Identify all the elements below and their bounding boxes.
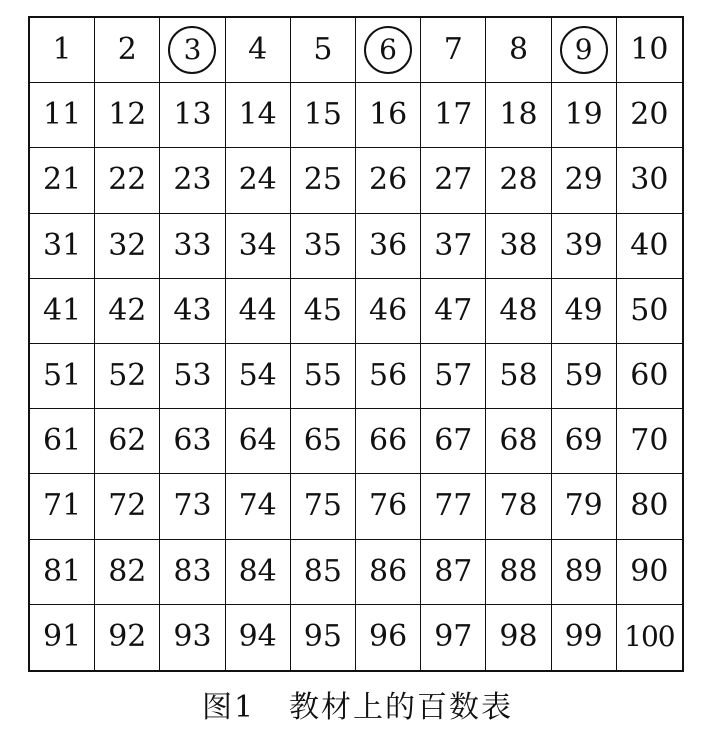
table-cell [30,279,95,344]
cell-number: 98 [499,619,538,655]
cell-number: 86 [368,553,408,589]
table-cell [30,83,95,148]
cell-number: 78 [499,488,538,524]
cell-number: 33 [173,227,212,263]
table-cell [617,83,682,148]
cell-number: 30 [630,162,669,198]
table-cell [291,409,356,474]
table-cell [617,18,682,83]
cell-number: 21 [43,162,82,198]
cell-number: 40 [630,227,669,263]
cell-number: 58 [499,358,538,394]
cell-number: 18 [499,97,538,133]
cell-number: 73 [173,488,212,524]
cell-number: 39 [564,227,603,263]
cell-number: 24 [238,162,277,198]
table-cell [226,214,291,279]
cell-number: 69 [564,423,603,459]
table-cell [421,18,486,83]
table-cell [160,409,225,474]
table-cell [421,148,486,213]
cell-number: 15 [303,97,342,133]
cell-number: 25 [303,162,342,198]
cell-number: 72 [108,488,147,524]
cell-number: 59 [564,358,603,394]
table-cell [291,605,356,670]
table-cell [30,214,95,279]
table-cell [30,474,95,539]
table-cell [95,409,160,474]
table-cell [552,474,617,539]
cell-number: 74 [238,488,277,524]
cell-number: 66 [368,423,408,459]
cell-number: 20 [630,97,669,133]
table-cell [226,148,291,213]
table-cell [226,540,291,605]
cell-number: 42 [108,292,147,328]
cell-number: 75 [303,488,342,524]
cell-number: 23 [173,162,212,198]
cell-number: 65 [303,423,342,459]
cell-number: 90 [630,553,669,589]
cell-number: 17 [434,97,473,133]
table-cell [421,344,486,409]
cell-number: 38 [499,227,538,263]
table-cell [95,474,160,539]
cell-number: 37 [434,227,473,263]
cell-number: 50 [630,292,669,328]
cell-number: 57 [434,358,473,394]
table-cell [291,18,356,83]
table-cell [160,605,225,670]
table-cell [617,279,682,344]
cell-number: 81 [43,553,82,589]
table-cell [30,409,95,474]
table-cell [552,344,617,409]
cell-number: 49 [564,292,603,328]
cell-number: 12 [108,97,147,133]
table-cell [356,409,421,474]
table-cell [291,540,356,605]
cell-number: 27 [434,162,473,198]
cell-number: 63 [173,423,212,459]
cell-number: 83 [173,553,212,589]
table-cell [486,605,551,670]
table-cell [160,540,225,605]
cell-number: 31 [43,227,82,263]
table-cell [486,540,551,605]
cell-number: 95 [303,619,342,655]
table-cell [356,540,421,605]
table-cell [95,83,160,148]
cell-number: 80 [630,488,669,524]
table-cell [226,279,291,344]
table-cell [226,18,291,83]
table-cell [617,605,682,670]
table-cell [95,148,160,213]
cell-number: 84 [238,553,277,589]
cell-number: 52 [108,358,147,394]
cell-number: 89 [564,553,603,589]
cell-number: 91 [43,619,82,655]
cell-number: 94 [238,619,277,655]
figure-caption [0,688,715,728]
table-cell [226,344,291,409]
table-cell [356,474,421,539]
table-cell [160,214,225,279]
cell-number: 48 [499,292,538,328]
table-cell [160,83,225,148]
table-cell [356,148,421,213]
cell-number: 43 [173,292,212,328]
table-cell [95,214,160,279]
cell-number: 13 [173,97,212,133]
table-cell [356,18,421,83]
table-cell [30,344,95,409]
table-cell [552,148,617,213]
table-cell [95,605,160,670]
cell-number: 99 [564,619,603,655]
table-cell [486,409,551,474]
table-cell [226,83,291,148]
table-cell [486,148,551,213]
table-cell [486,214,551,279]
table-cell [291,279,356,344]
table-cell [95,18,160,83]
table-cell [421,605,486,670]
cell-number: 29 [564,162,603,198]
table-cell [160,344,225,409]
cell-number: 22 [108,162,147,198]
cell-number: 92 [108,619,147,655]
table-cell [160,18,225,83]
table-cell [30,148,95,213]
cell-number: 67 [434,423,473,459]
cell-number: 68 [499,423,538,459]
table-cell [356,605,421,670]
cell-number: 8 [508,32,529,68]
table-cell [421,409,486,474]
table-cell [356,214,421,279]
cell-number: 96 [368,619,408,655]
cell-number: 61 [43,423,82,459]
cell-number: 97 [434,619,473,655]
table-cell [486,279,551,344]
cell-number: 87 [434,553,473,589]
table-cell [486,18,551,83]
cell-number: 5 [313,32,333,68]
table-cell [421,214,486,279]
cell-number: 11 [43,97,82,133]
table-cell [617,214,682,279]
cell-number: 88 [499,553,538,589]
cell-number: 100 [624,620,675,654]
cell-number: 82 [108,553,147,589]
table-cell [160,279,225,344]
circled-number: 3 [168,26,216,74]
cell-number: 44 [238,292,277,328]
table-cell [617,474,682,539]
cell-number: 7 [443,32,463,68]
table-cell [160,148,225,213]
cell-number: 4 [248,32,268,68]
cell-number: 35 [303,227,342,263]
cell-number: 28 [499,162,538,198]
table-cell [421,83,486,148]
cell-number: 1 [52,32,72,68]
table-cell [356,279,421,344]
table-cell [421,474,486,539]
cell-number: 79 [564,488,603,524]
cell-number: 64 [238,423,277,459]
cell-number: 41 [43,292,82,328]
table-cell [226,474,291,539]
cell-number: 46 [368,292,408,328]
figure-title: 教材上的百数表 [289,690,514,725]
cell-number: 53 [173,358,212,394]
cell-number: 77 [434,488,473,524]
table-cell [95,279,160,344]
table-cell [95,540,160,605]
cell-number: 36 [368,227,408,263]
cell-number: 76 [368,488,408,524]
circled-number: 6 [364,26,412,74]
cell-number: 45 [303,292,342,328]
table-cell [291,214,356,279]
table-cell [552,540,617,605]
cell-number: 51 [43,358,82,394]
table-cell [552,214,617,279]
figure-label: 图1 [201,690,256,725]
table-cell [356,83,421,148]
table-cell [617,344,682,409]
table-cell [30,540,95,605]
cell-number: 55 [303,358,342,394]
table-cell [291,474,356,539]
cell-number: 26 [368,162,408,198]
table-cell [617,148,682,213]
circled-number: 9 [560,26,608,74]
cell-number: 47 [434,292,473,328]
table-cell [226,409,291,474]
table-cell [421,279,486,344]
cell-number: 56 [368,358,408,394]
table-cell [486,474,551,539]
cell-number: 14 [238,97,277,133]
table-cell [226,605,291,670]
cell-number: 2 [117,32,137,68]
table-cell [291,344,356,409]
table-cell [30,18,95,83]
cell-number: 54 [238,358,277,394]
cell-number: 85 [303,553,342,589]
table-cell [617,409,682,474]
cell-number: 71 [43,488,82,524]
table-cell [552,279,617,344]
table-cell [95,344,160,409]
cell-number: 10 [630,32,669,68]
table-cell [421,540,486,605]
cell-number: 19 [564,97,603,133]
cell-number: 34 [238,227,277,263]
hundred-chart-table [28,16,684,672]
table-cell [30,605,95,670]
table-cell [291,148,356,213]
table-cell [552,18,617,83]
cell-number: 93 [173,619,212,655]
table-cell [486,83,551,148]
table-cell [160,474,225,539]
table-cell [552,409,617,474]
cell-number: 62 [108,423,147,459]
cell-number: 16 [368,97,408,133]
cell-number: 70 [630,423,669,459]
table-cell [552,605,617,670]
table-cell [356,344,421,409]
cell-number: 32 [108,227,147,263]
table-cell [486,344,551,409]
table-cell [552,83,617,148]
cell-number: 60 [630,358,669,394]
table-cell [617,540,682,605]
table-cell [291,83,356,148]
